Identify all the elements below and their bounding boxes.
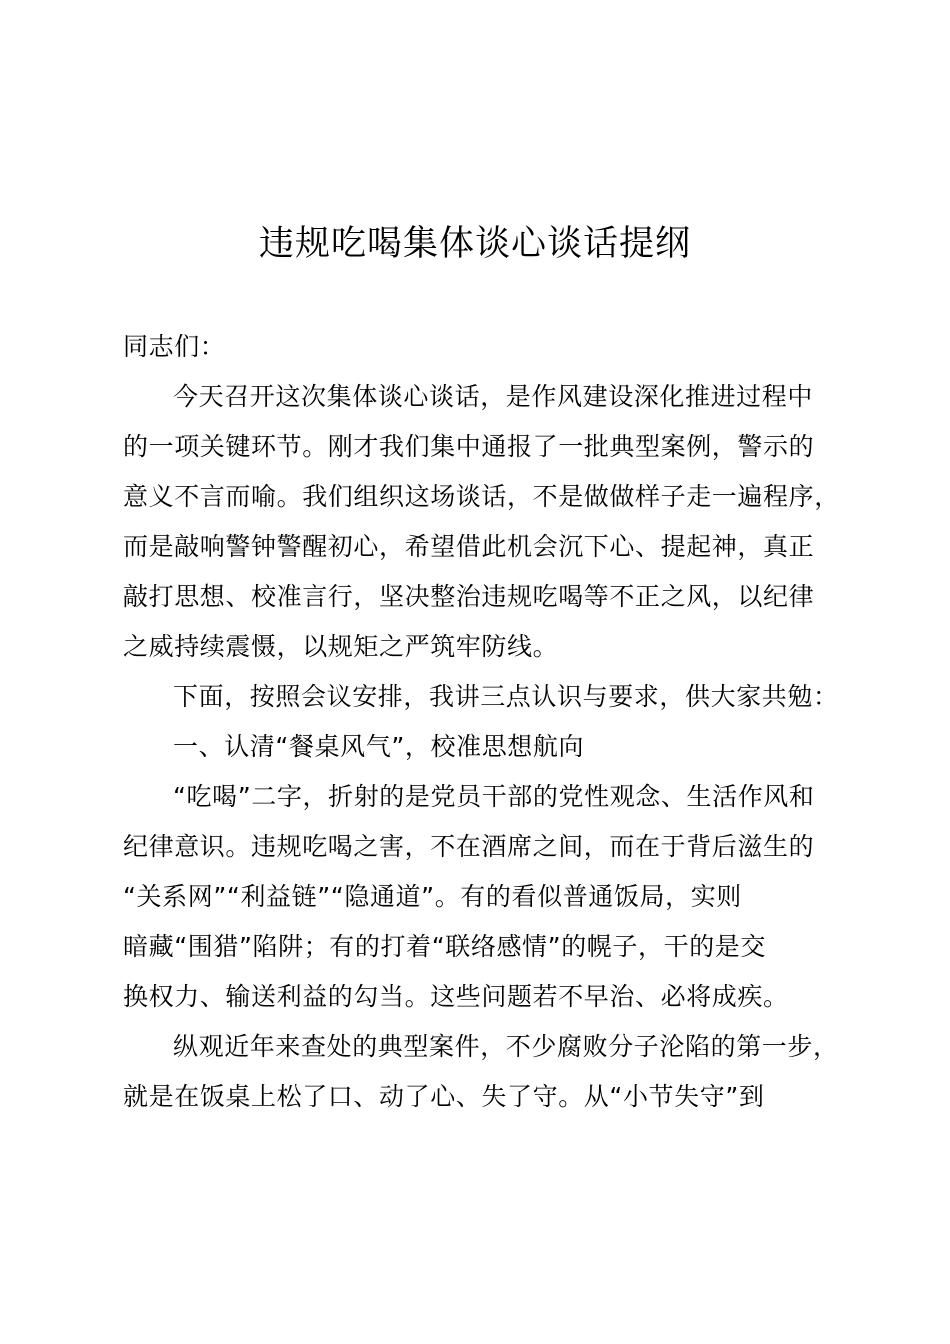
paragraph-line: 下面，按照会议安排，我讲三点认识与要求，供大家共勉： (173, 682, 839, 711)
salutation: 同志们： (123, 332, 226, 361)
paragraph-line: 意义不言而喻。我们组织这场谈话，不是做做样子走一遍程序， (123, 482, 840, 511)
document-body (123, 322, 838, 1122)
paragraph-line: “关系网”“利益链”“隐通道”。有的看似普通饭局，实则 (123, 882, 742, 911)
paragraph-line: 纪律意识。违规吃喝之害，不在酒席之间，而在于背后滋生的 (123, 832, 815, 861)
paragraph-line: 而是敲响警钟警醒初心，希望借此机会沉下心、提起神，真正 (123, 532, 815, 561)
paragraph-line: 今天召开这次集体谈心谈话，是作风建设深化推进过程中 (173, 382, 814, 411)
paragraph-line: 之威持续震慑，以规矩之严筑牢防线。 (123, 632, 559, 661)
document-title: 违规吃喝集体谈心谈话提纲 (258, 224, 691, 264)
paragraph-line: “吃喝”二字，折射的是党员干部的党性观念、生活作风和 (173, 782, 815, 811)
paragraph-line: 纵观近年来查处的典型案件，不少腐败分子沦陷的第一步， (173, 1032, 839, 1061)
paragraph-line: 就是在饭桌上松了口、动了心、失了守。从“小节失守”到 (123, 1082, 765, 1111)
paragraph-line: 暗藏“围猎”陷阱；有的打着“联络感情”的幌子，干的是交 (123, 932, 767, 961)
paragraph-line: 的一项关键环节。刚才我们集中通报了一批典型案例，警示的 (123, 432, 815, 461)
section-heading: 一、认清“餐桌风气”，校准思想航向 (173, 732, 585, 761)
paragraph-line: 换权力、输送利益的勾当。这些问题若不早治、必将成疾。 (123, 982, 789, 1011)
paragraph-line: 敲打思想、校准言行，坚决整治违规吃喝等不正之风，以纪律 (123, 582, 815, 611)
